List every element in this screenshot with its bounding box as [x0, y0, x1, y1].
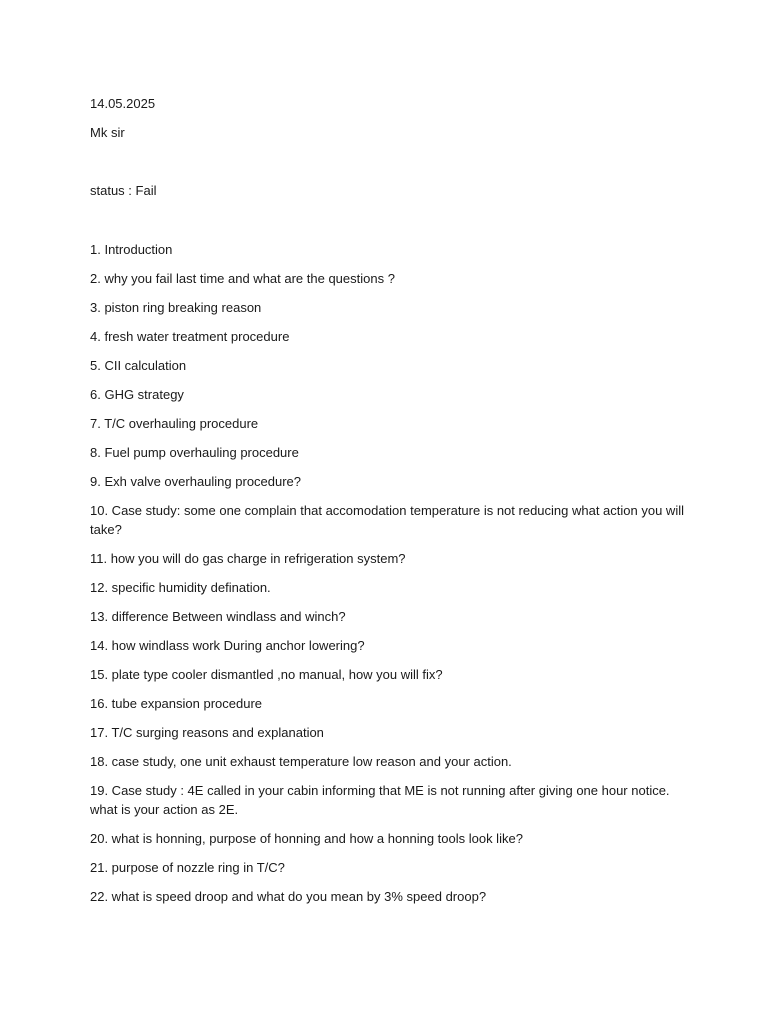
question-item: 9. Exh valve overhauling procedure? — [90, 474, 302, 489]
question-item: 14. how windlass work During anchor lowering? — [90, 638, 365, 653]
question-item: 21. purpose of nozzle ring in T/C? — [90, 860, 285, 875]
question-item: 20. what is honning, purpose of honning and how a honning tools look like? — [90, 831, 523, 846]
question-item: 12. specific humidity defination. — [90, 580, 271, 595]
question-item: 6. GHG strategy — [90, 387, 184, 402]
question-item: 13. difference Between windlass and winch? — [90, 609, 346, 624]
document-date: 14.05.2025 — [90, 96, 156, 111]
question-list — [90, 240, 690, 906]
author-name: Mk sir — [90, 125, 125, 140]
question-item: 22. what is speed droop and what do you mean by 3% speed droop? — [90, 889, 487, 904]
question-item: 10. Case study: some one complain that accomodation temperature is not reducing what action you will take? — [90, 503, 684, 537]
question-item: 16. tube expansion procedure — [90, 696, 263, 711]
question-item: 17. T/C surging reasons and explanation — [90, 725, 324, 740]
question-item: 19. Case study : 4E called in your cabin informing that ME is not running after giving one hour notice. what is your action as 2E. — [90, 783, 670, 817]
question-item: 7. T/C overhauling procedure — [90, 416, 259, 431]
question-item: 3. piston ring breaking reason — [90, 300, 262, 315]
question-item: 2. why you fail last time and what are the questions ? — [90, 271, 395, 286]
question-item: 15. plate type cooler dismantled ,no manual, how you will fix? — [90, 667, 443, 682]
question-item: 11. how you will do gas charge in refrigeration system? — [90, 551, 406, 566]
question-item: 5. CII calculation — [90, 358, 187, 373]
question-item: 1. Introduction — [90, 242, 173, 257]
question-item: 4. fresh water treatment procedure — [90, 329, 290, 344]
question-item: 8. Fuel pump overhauling procedure — [90, 445, 299, 460]
document-page — [90, 94, 690, 916]
status-line: status : Fail — [90, 183, 157, 198]
question-item: 18. case study, one unit exhaust temperature low reason and your action. — [90, 754, 512, 769]
